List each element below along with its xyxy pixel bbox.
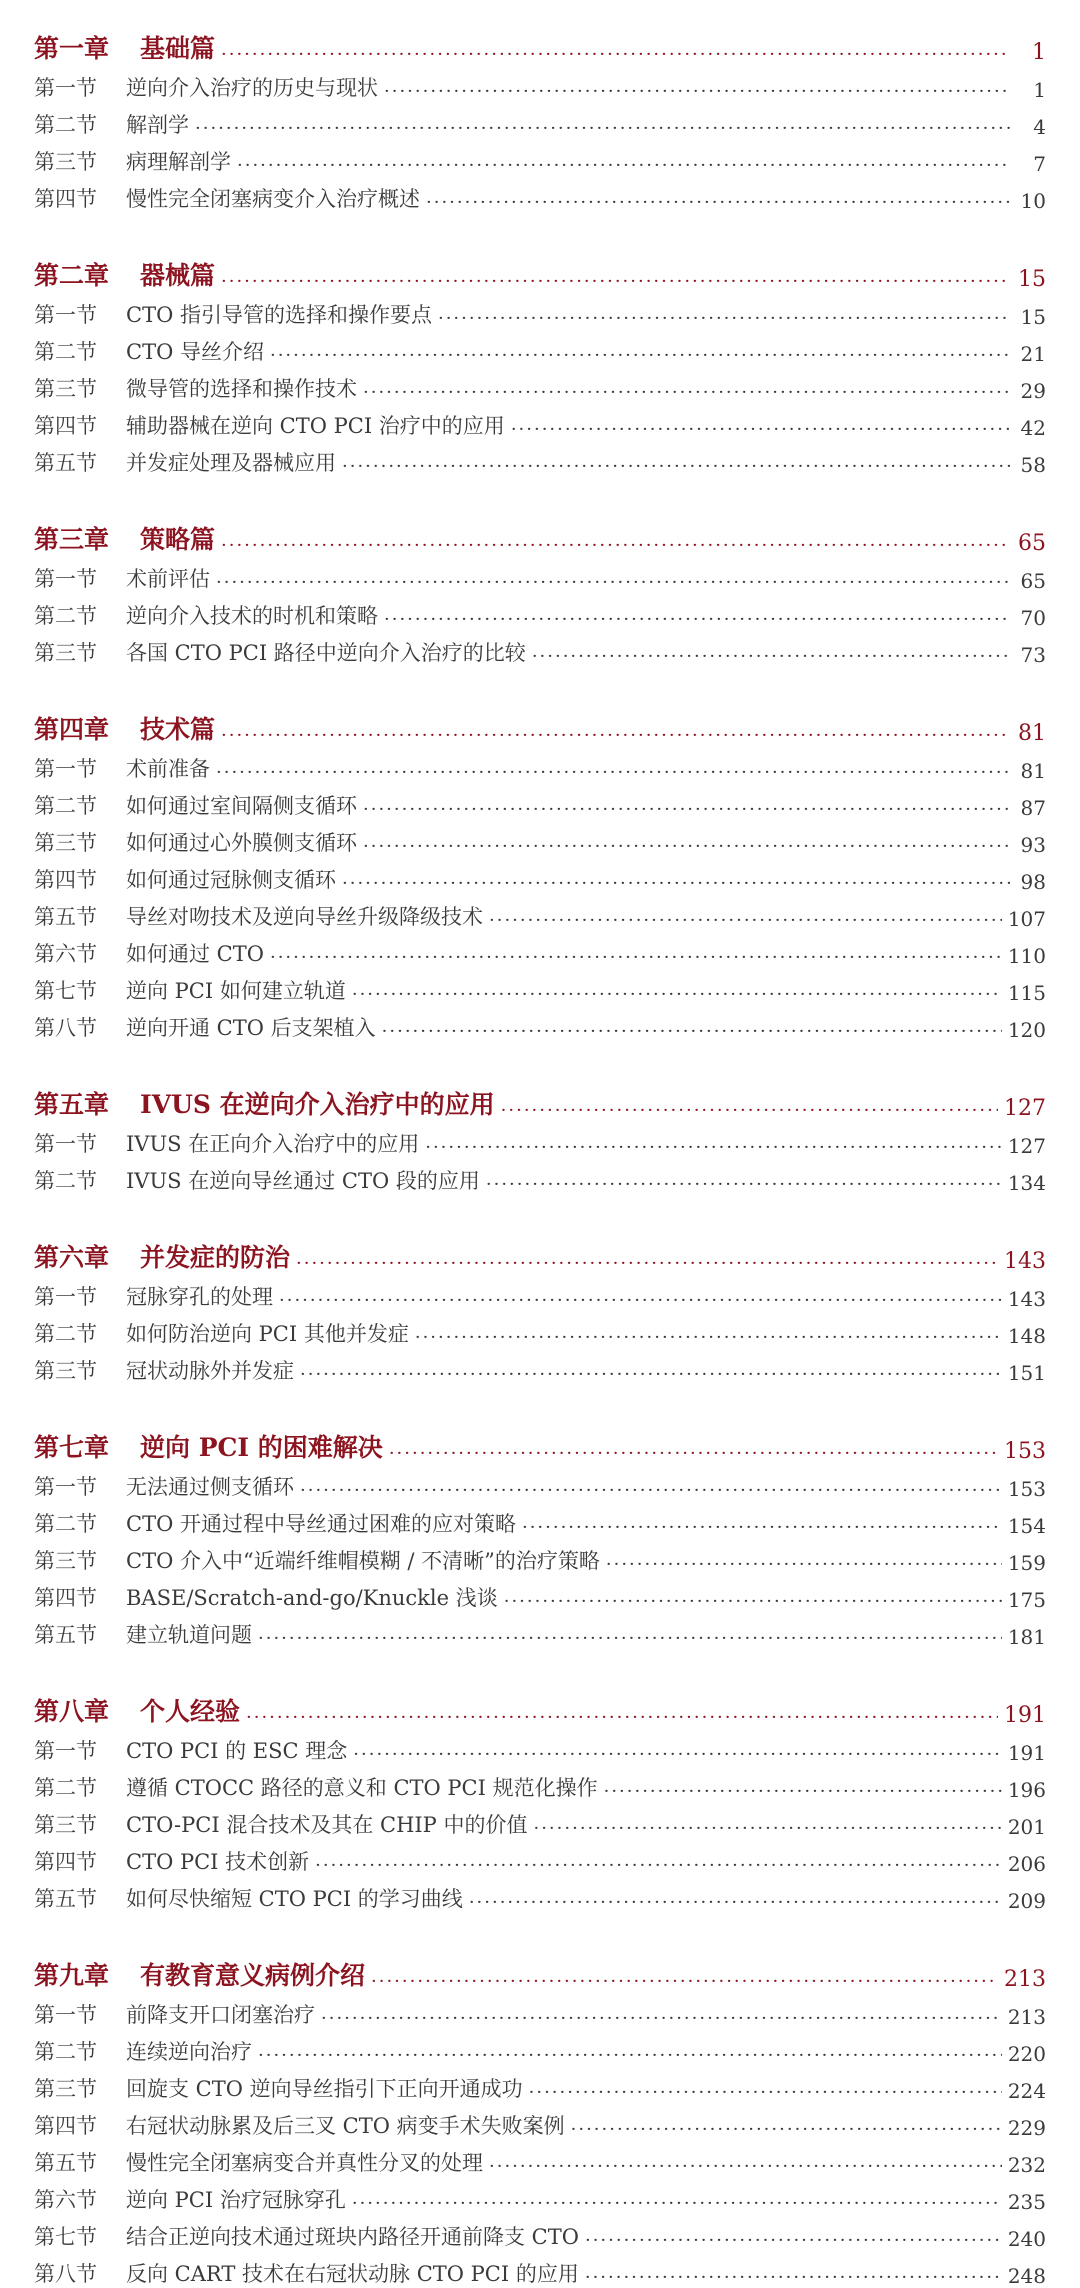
chapter-title: 个人经验 <box>140 1697 241 1726</box>
section-entry[interactable] <box>34 630 1046 667</box>
chapter-heading[interactable] <box>34 707 1046 746</box>
dot-leader <box>529 2082 1002 2103</box>
chapter-page-number: 1 <box>1032 40 1046 65</box>
section-entry[interactable] <box>34 329 1046 366</box>
dot-leader <box>606 1554 1002 1575</box>
section-number: 第二节 <box>34 340 97 364</box>
section-page-number: 110 <box>1007 944 1046 968</box>
chapter-title: 技术篇 <box>140 715 216 744</box>
section-page-number: 70 <box>1020 606 1046 630</box>
section-page-number: 58 <box>1020 453 1046 477</box>
section-page-number: 229 <box>1007 2116 1046 2140</box>
section-title: 如何尽快缩短 CTO PCI 的学习曲线 <box>126 1887 463 1911</box>
section-page-number: 93 <box>1020 833 1046 857</box>
section-entry[interactable] <box>34 102 1046 139</box>
section-page-number: 248 <box>1007 2264 1046 2288</box>
dot-leader <box>604 1781 1002 1802</box>
dot-leader <box>216 572 1010 593</box>
section-page-number: 181 <box>1007 1625 1046 1649</box>
section-entry[interactable] <box>34 968 1046 1005</box>
section-number: 第二节 <box>34 1322 97 1346</box>
section-title: 遵循 CTOCC 路径的意义和 CTO PCI 规范化操作 <box>126 1776 598 1800</box>
dot-leader <box>382 1021 1002 1042</box>
section-page-number: 127 <box>1007 1134 1046 1158</box>
dot-leader <box>426 192 1010 213</box>
dot-leader <box>389 1443 998 1464</box>
section-page-number: 134 <box>1007 1171 1046 1195</box>
section-number: 第三节 <box>34 1813 97 1837</box>
section-title: 前降支开口闭塞治疗 <box>126 2003 315 2027</box>
dot-leader <box>296 1253 998 1274</box>
chapter-number: 第三章 <box>34 525 110 554</box>
section-entry[interactable] <box>34 1612 1046 1649</box>
section-entry[interactable] <box>34 366 1046 403</box>
dot-leader <box>501 1100 998 1121</box>
chapter-number: 第四章 <box>34 715 110 744</box>
section-page-number: 220 <box>1007 2042 1046 2066</box>
section-number: 第一节 <box>34 2003 97 2027</box>
dot-leader <box>300 1364 1002 1385</box>
dot-leader <box>300 1480 1002 1501</box>
dot-leader <box>270 947 1002 968</box>
dot-leader <box>221 535 1010 556</box>
section-entry[interactable] <box>34 440 1046 477</box>
section-page-number: 154 <box>1007 1514 1046 1538</box>
dot-leader <box>342 873 1010 894</box>
section-entry[interactable] <box>34 1158 1046 1195</box>
section-page-number: 1 <box>1033 78 1046 102</box>
chapter-title: 并发症的防治 <box>140 1243 291 1272</box>
dot-leader <box>216 762 1010 783</box>
section-page-number: 7 <box>1033 152 1046 176</box>
section-number: 第二节 <box>34 113 97 137</box>
section-entry[interactable] <box>34 292 1046 329</box>
section-title: 如何通过 CTO <box>126 942 264 966</box>
section-entry[interactable] <box>34 1876 1046 1913</box>
chapter-page-number: 153 <box>1004 1439 1046 1464</box>
section-page-number: 81 <box>1020 759 1046 783</box>
section-page-number: 240 <box>1007 2227 1046 2251</box>
section-title: 术前准备 <box>126 757 210 781</box>
section-number: 第一节 <box>34 757 97 781</box>
section-title: 逆向介入技术的时机和策略 <box>126 604 378 628</box>
section-entry[interactable] <box>34 2029 1046 2066</box>
section-number: 第五节 <box>34 905 97 929</box>
section-page-number: 235 <box>1007 2190 1046 2214</box>
section-title: CTO-PCI 混合技术及其在 CHIP 中的价值 <box>126 1813 528 1837</box>
section-number: 第三节 <box>34 2077 97 2101</box>
chapter-title: 基础篇 <box>140 34 216 63</box>
section-number: 第三节 <box>34 831 97 855</box>
chapter-number: 第六章 <box>34 1243 110 1272</box>
chapter-number: 第五章 <box>34 1090 110 1119</box>
section-title: 微导管的选择和操作技术 <box>126 377 357 401</box>
dot-leader <box>425 1137 1002 1158</box>
section-title: CTO PCI 的 ESC 理念 <box>126 1739 348 1763</box>
dot-leader <box>279 1290 1002 1311</box>
dot-leader <box>384 609 1010 630</box>
section-page-number: 191 <box>1007 1741 1046 1765</box>
dot-leader <box>352 984 1002 1005</box>
section-entry[interactable] <box>34 2066 1046 2103</box>
section-number: 第八节 <box>34 2262 97 2286</box>
dot-leader <box>438 308 1010 329</box>
section-title: 冠脉穿孔的处理 <box>126 1285 273 1309</box>
section-number: 第六节 <box>34 942 97 966</box>
chapter-title: 逆向 PCI 的困难解决 <box>140 1433 383 1462</box>
chapter-title: 有教育意义病例介绍 <box>140 1961 366 1990</box>
chapter-heading[interactable] <box>34 1235 1046 1274</box>
section-number: 第一节 <box>34 1285 97 1309</box>
section-title: 如何通过室间隔侧支循环 <box>126 794 357 818</box>
section-entry[interactable] <box>34 1501 1046 1538</box>
section-number: 第一节 <box>34 1739 97 1763</box>
dot-leader <box>532 646 1010 667</box>
section-page-number: 107 <box>1007 907 1046 931</box>
dot-leader <box>352 2193 1002 2214</box>
section-number: 第五节 <box>34 2151 97 2175</box>
section-entry[interactable] <box>34 556 1046 593</box>
section-entry[interactable] <box>34 2140 1046 2177</box>
dot-leader <box>363 799 1010 820</box>
section-number: 第四节 <box>34 1850 97 1874</box>
section-title: 回旋支 CTO 逆向导丝指引下正向开通成功 <box>126 2077 523 2101</box>
section-page-number: 4 <box>1033 115 1046 139</box>
section-title: 慢性完全闭塞病变介入治疗概述 <box>126 187 420 211</box>
section-number: 第二节 <box>34 2040 97 2064</box>
chapter-heading[interactable] <box>34 1082 1046 1121</box>
section-entry[interactable] <box>34 1802 1046 1839</box>
section-number: 第一节 <box>34 76 97 100</box>
chapter-heading[interactable] <box>34 1425 1046 1464</box>
section-page-number: 29 <box>1020 379 1046 403</box>
section-number: 第二节 <box>34 794 97 818</box>
dot-leader <box>371 1971 998 1992</box>
section-entry[interactable] <box>34 1121 1046 1158</box>
section-entry[interactable] <box>34 857 1046 894</box>
section-entry[interactable] <box>34 1728 1046 1765</box>
chapter-heading[interactable] <box>34 1953 1046 1992</box>
section-number: 第五节 <box>34 1623 97 1647</box>
section-page-number: 153 <box>1007 1477 1046 1501</box>
chapter-number: 第一章 <box>34 34 110 63</box>
section-title: 慢性完全闭塞病变合并真性分叉的处理 <box>126 2151 483 2175</box>
dot-leader <box>363 382 1010 403</box>
section-entry[interactable] <box>34 1348 1046 1385</box>
section-entry[interactable] <box>34 1765 1046 1802</box>
chapter-page-number: 143 <box>1004 1249 1046 1274</box>
dot-leader <box>469 1892 1002 1913</box>
section-entry[interactable] <box>34 2214 1046 2251</box>
section-page-number: 232 <box>1007 2153 1046 2177</box>
section-title: 结合正逆向技术通过斑块内路径开通前降支 CTO <box>126 2225 579 2249</box>
section-page-number: 148 <box>1007 1324 1046 1348</box>
section-number: 第六节 <box>34 2188 97 2212</box>
chapter-page-number: 15 <box>1018 267 1046 292</box>
section-page-number: 98 <box>1020 870 1046 894</box>
dot-leader <box>321 2008 1002 2029</box>
section-page-number: 175 <box>1007 1588 1046 1612</box>
section-title: CTO 导丝介绍 <box>126 340 264 364</box>
section-entry[interactable] <box>34 931 1046 968</box>
section-page-number: 10 <box>1020 189 1046 213</box>
section-title: IVUS 在正向介入治疗中的应用 <box>126 1132 420 1156</box>
dot-leader <box>489 910 1002 931</box>
section-entry[interactable] <box>34 1311 1046 1348</box>
section-number: 第一节 <box>34 567 97 591</box>
chapter-number: 第二章 <box>34 261 110 290</box>
section-entry[interactable] <box>34 2103 1046 2140</box>
dot-leader <box>221 725 1010 746</box>
section-number: 第五节 <box>34 451 97 475</box>
section-page-number: 209 <box>1007 1889 1046 1913</box>
dot-leader <box>571 2119 1002 2140</box>
section-number: 第四节 <box>34 1586 97 1610</box>
section-number: 第三节 <box>34 1359 97 1383</box>
chapter-page-number: 191 <box>1004 1703 1046 1728</box>
chapter-number: 第九章 <box>34 1961 110 1990</box>
section-page-number: 73 <box>1020 643 1046 667</box>
chapter-title: IVUS 在逆向介入治疗中的应用 <box>140 1090 495 1119</box>
section-title: 反向 CART 技术在右冠状动脉 CTO PCI 的应用 <box>126 2262 579 2286</box>
section-page-number: 42 <box>1020 416 1046 440</box>
section-page-number: 143 <box>1007 1287 1046 1311</box>
dot-leader <box>353 1744 1002 1765</box>
dot-leader <box>258 2045 1002 2066</box>
section-entry[interactable] <box>34 2251 1046 2288</box>
section-number: 第三节 <box>34 1549 97 1573</box>
section-title: CTO 指引导管的选择和操作要点 <box>126 303 432 327</box>
dot-leader <box>511 419 1010 440</box>
section-title: 并发症处理及器械应用 <box>126 451 336 475</box>
section-entry[interactable] <box>34 1274 1046 1311</box>
section-title: 右冠状动脉累及后三叉 CTO 病变手术失败案例 <box>126 2114 565 2138</box>
section-page-number: 213 <box>1007 2005 1046 2029</box>
section-title: 导丝对吻技术及逆向导丝升级降级技术 <box>126 905 483 929</box>
section-page-number: 65 <box>1020 569 1046 593</box>
section-title: 病理解剖学 <box>126 150 231 174</box>
section-title: IVUS 在逆向导丝通过 CTO 段的应用 <box>126 1169 480 1193</box>
section-title: CTO 介入中“近端纤维帽模糊 / 不清晰”的治疗策略 <box>126 1549 600 1573</box>
chapter-number: 第七章 <box>34 1433 110 1462</box>
section-page-number: 151 <box>1007 1361 1046 1385</box>
section-number: 第七节 <box>34 979 97 1003</box>
dot-leader <box>342 456 1010 477</box>
dot-leader <box>258 1628 1002 1649</box>
section-page-number: 201 <box>1007 1815 1046 1839</box>
section-title: 逆向介入治疗的历史与现状 <box>126 76 378 100</box>
section-title: 建立轨道问题 <box>126 1623 252 1647</box>
dot-leader <box>504 1591 1002 1612</box>
section-number: 第四节 <box>34 868 97 892</box>
section-page-number: 115 <box>1007 981 1046 1005</box>
dot-leader <box>363 836 1010 857</box>
section-title: BASE/Scratch-and-go/Knuckle 浅谈 <box>126 1586 498 1610</box>
section-title: 冠状动脉外并发症 <box>126 1359 294 1383</box>
section-number: 第三节 <box>34 377 97 401</box>
table-of-contents <box>34 26 1046 2288</box>
section-number: 第七节 <box>34 2225 97 2249</box>
section-number: 第一节 <box>34 303 97 327</box>
chapter-page-number: 65 <box>1018 531 1046 556</box>
dot-leader <box>585 2267 1002 2288</box>
dot-leader <box>533 1818 1001 1839</box>
dot-leader <box>522 1517 1002 1538</box>
section-entry[interactable] <box>34 820 1046 857</box>
section-entry[interactable] <box>34 783 1046 820</box>
chapter-heading[interactable] <box>34 253 1046 292</box>
section-entry[interactable] <box>34 1992 1046 2029</box>
section-title: 各国 CTO PCI 路径中逆向介入治疗的比较 <box>126 641 526 665</box>
section-title: 如何通过冠脉侧支循环 <box>126 868 336 892</box>
section-number: 第八节 <box>34 1016 97 1040</box>
section-number: 第二节 <box>34 1169 97 1193</box>
section-page-number: 120 <box>1007 1018 1046 1042</box>
section-entry[interactable] <box>34 2177 1046 2214</box>
section-number: 第三节 <box>34 641 97 665</box>
dot-leader <box>415 1327 1002 1348</box>
chapter-title: 器械篇 <box>140 261 216 290</box>
section-page-number: 196 <box>1007 1778 1046 1802</box>
section-number: 第二节 <box>34 1512 97 1536</box>
section-number: 第三节 <box>34 150 97 174</box>
section-page-number: 224 <box>1007 2079 1046 2103</box>
section-number: 第四节 <box>34 2114 97 2138</box>
section-number: 第一节 <box>34 1132 97 1156</box>
section-entry[interactable] <box>34 65 1046 102</box>
section-page-number: 87 <box>1020 796 1046 820</box>
section-number: 第二节 <box>34 604 97 628</box>
chapter-page-number: 81 <box>1018 721 1046 746</box>
section-number: 第四节 <box>34 187 97 211</box>
section-number: 第四节 <box>34 414 97 438</box>
section-title: 连续逆向治疗 <box>126 2040 252 2064</box>
section-number: 第二节 <box>34 1776 97 1800</box>
chapter-heading[interactable] <box>34 517 1046 556</box>
section-entry[interactable] <box>34 1839 1046 1876</box>
section-entry[interactable] <box>34 746 1046 783</box>
chapter-title: 策略篇 <box>140 525 216 554</box>
dot-leader <box>489 2156 1002 2177</box>
section-entry[interactable] <box>34 176 1046 213</box>
dot-leader <box>585 2230 1002 2251</box>
section-title: 术前评估 <box>126 567 210 591</box>
dot-leader <box>237 155 1010 176</box>
chapter-number: 第八章 <box>34 1697 110 1726</box>
section-entry[interactable] <box>34 593 1046 630</box>
dot-leader <box>221 44 1010 65</box>
section-title: CTO PCI 技术创新 <box>126 1850 310 1874</box>
section-page-number: 159 <box>1007 1551 1046 1575</box>
section-entry[interactable] <box>34 139 1046 176</box>
section-title: 辅助器械在逆向 CTO PCI 治疗中的应用 <box>126 414 505 438</box>
chapter-heading[interactable] <box>34 1689 1046 1728</box>
dot-leader <box>270 345 1010 366</box>
dot-leader <box>486 1174 1002 1195</box>
section-entry[interactable] <box>34 403 1046 440</box>
section-title: 逆向开通 CTO 后支架植入 <box>126 1016 376 1040</box>
section-title: 如何防治逆向 PCI 其他并发症 <box>126 1322 409 1346</box>
section-number: 第一节 <box>34 1475 97 1499</box>
dot-leader <box>195 118 1010 139</box>
dot-leader <box>246 1707 998 1728</box>
section-page-number: 206 <box>1007 1852 1046 1876</box>
section-title: 解剖学 <box>126 113 189 137</box>
section-title: 无法通过侧支循环 <box>126 1475 294 1499</box>
section-entry[interactable] <box>34 1538 1046 1575</box>
section-number: 第五节 <box>34 1887 97 1911</box>
section-title: 逆向 PCI 治疗冠脉穿孔 <box>126 2188 346 2212</box>
dot-leader <box>221 271 1010 292</box>
section-title: 如何通过心外膜侧支循环 <box>126 831 357 855</box>
section-entry[interactable] <box>34 894 1046 931</box>
dot-leader <box>384 81 1010 102</box>
chapter-heading[interactable] <box>34 26 1046 65</box>
section-title: 逆向 PCI 如何建立轨道 <box>126 979 346 1003</box>
section-entry[interactable] <box>34 1575 1046 1612</box>
section-page-number: 21 <box>1020 342 1046 366</box>
section-entry[interactable] <box>34 1464 1046 1501</box>
section-title: CTO 开通过程中导丝通过困难的应对策略 <box>126 1512 516 1536</box>
section-entry[interactable] <box>34 1005 1046 1042</box>
chapter-page-number: 127 <box>1004 1096 1046 1121</box>
chapter-page-number: 213 <box>1004 1967 1046 1992</box>
dot-leader <box>315 1855 1002 1876</box>
section-page-number: 15 <box>1020 305 1046 329</box>
